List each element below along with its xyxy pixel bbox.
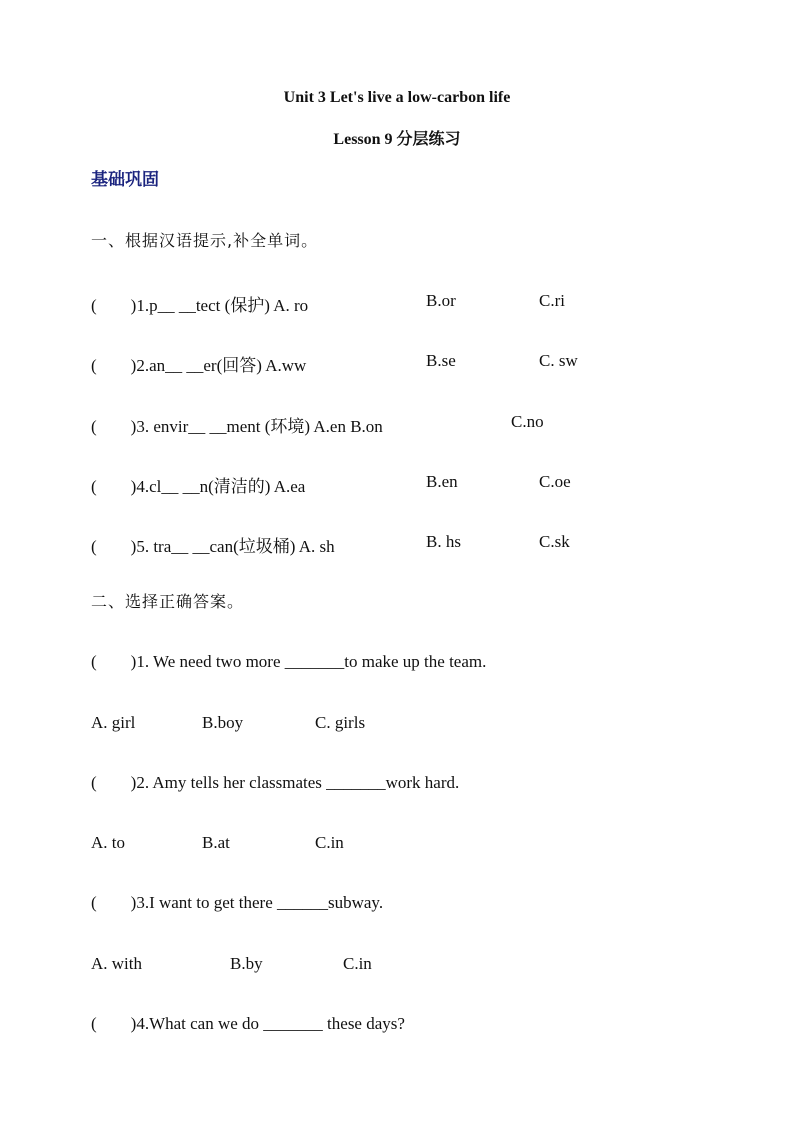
lesson-title: Lesson 9 分层练习 [333, 131, 461, 148]
item-stem: ( )3. envir__ __ment (环境) A.en B.on [91, 417, 383, 436]
option-a: A. girl [91, 713, 136, 732]
part2-instruction: 二、选择正确答案。 [91, 592, 245, 611]
option-a: A. to [91, 833, 125, 852]
question-stem: ( )2. Amy tells her classmates _______work hard. [91, 773, 460, 792]
question-stem: ( )3.I want to get there ______subway. [91, 893, 384, 912]
option-b: B. hs [426, 532, 461, 551]
option-c: C.ri [539, 291, 565, 310]
option-c: C. sw [539, 351, 578, 370]
option-c: C.in [343, 954, 372, 973]
item-stem: ( )5. tra__ __can(垃圾桶) A. sh [91, 537, 335, 556]
section-heading: 基础巩固 [91, 170, 159, 189]
option-b: B.or [426, 291, 456, 310]
option-b: B.at [202, 833, 230, 852]
item-stem: ( )1.p__ __tect (保护) A. ro [91, 296, 309, 315]
option-c: C.oe [539, 472, 571, 491]
option-c: C.in [315, 833, 344, 852]
option-b: B.by [230, 954, 263, 973]
option-a: A. with [91, 954, 142, 973]
item-stem: ( )2.an__ __er(回答) A.ww [91, 356, 307, 375]
option-c: C.no [511, 412, 544, 431]
option-c: C. girls [315, 713, 366, 732]
unit-title: Unit 3 Let's live a low-carbon life [283, 89, 511, 106]
option-b: B.boy [202, 713, 244, 732]
item-stem: ( )4.cl__ __n(清洁的) A.ea [91, 477, 306, 496]
question-stem: ( )4.What can we do _______ these days? [91, 1014, 405, 1033]
question-stem: ( )1. We need two more _______to make up the team. [91, 652, 487, 671]
option-b: B.se [426, 351, 456, 370]
part1-instruction: 一、根据汉语提示,补全单词。 [91, 231, 319, 250]
option-c: C.sk [539, 532, 570, 551]
option-b: B.en [426, 472, 458, 491]
